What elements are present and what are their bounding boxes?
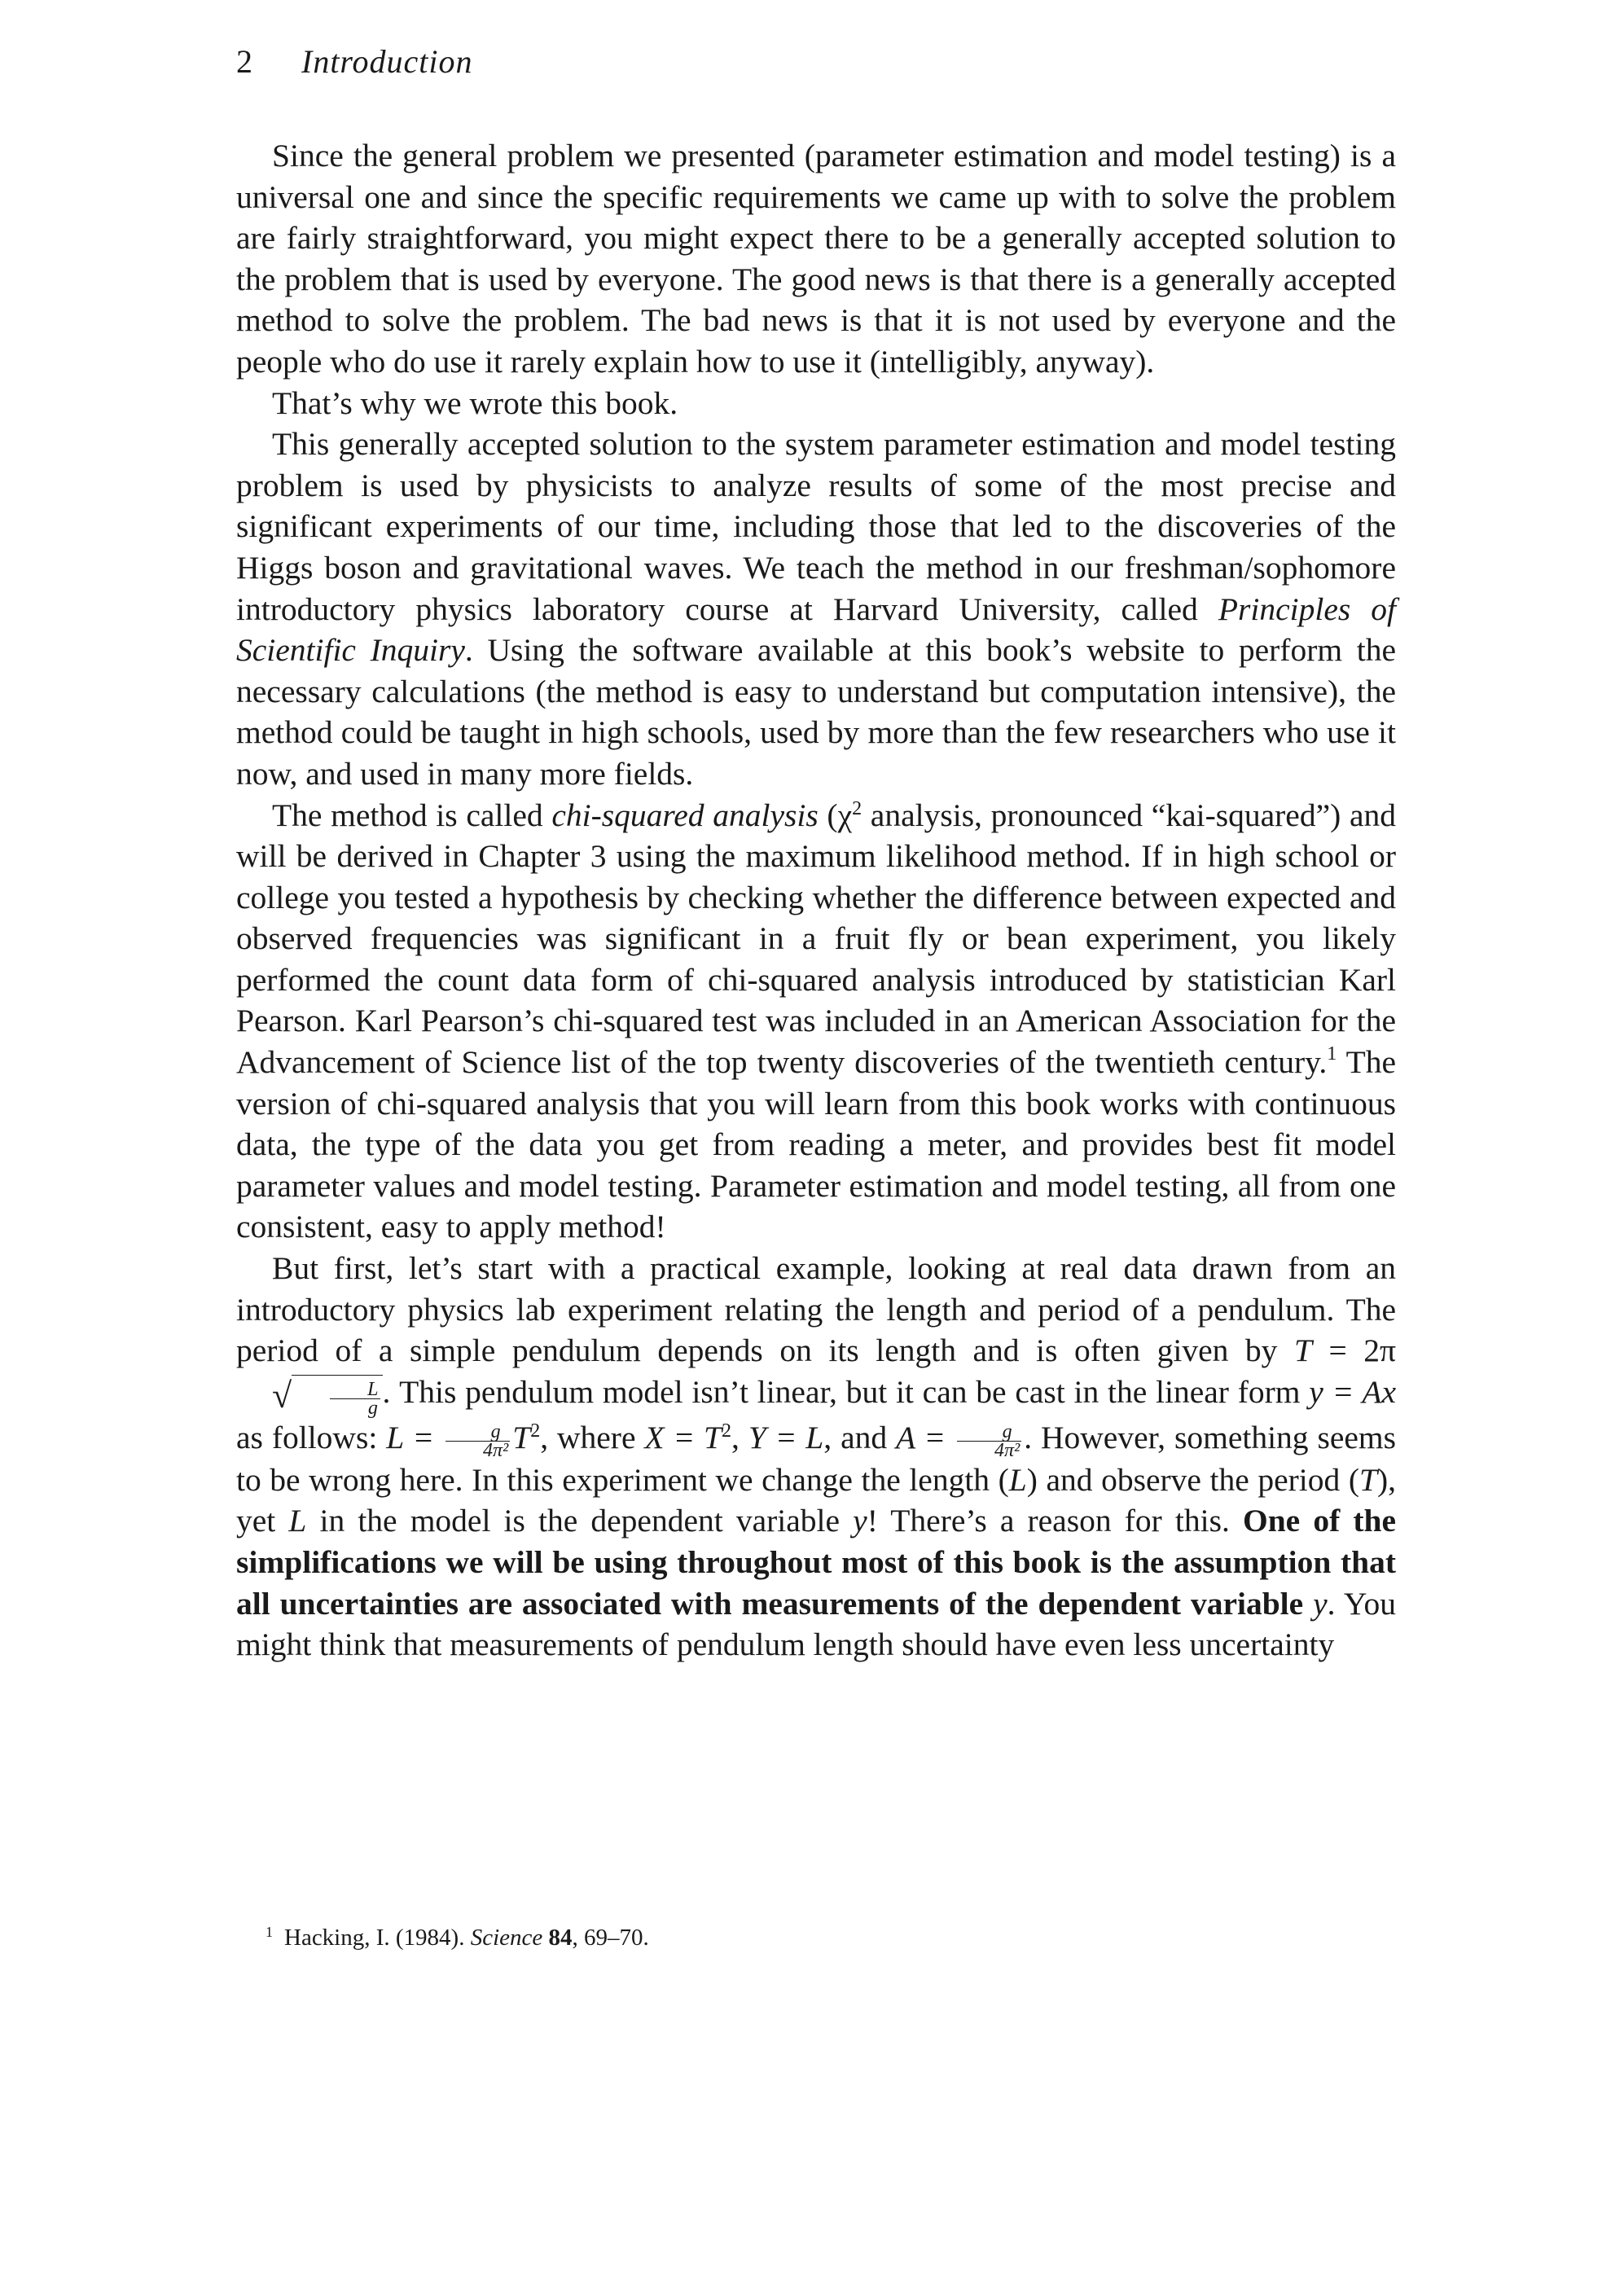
paragraph-5-text-a: But first, let’s start with a practical example, looking at real data drawn from an introductory physics lab experiment relating the length and period of a pendulum. The period of a simple pendulum depends on its length and is often given by	[236, 1250, 1396, 1369]
term-chi-squared: chi-squared analysis	[551, 797, 819, 833]
math-T-var: T	[1358, 1461, 1377, 1498]
paragraph-5: But first, let’s start with a practical example, looking at real data drawn from an introductory physics lab experiment relating the length and period of a pendulum. The period of a simple pendulum depends on its length and is often given by T = 2π√ $\frac{L}{g}$ . This pendulum model isn’t linear, but it can be cast in the linear form y = Ax as follows: L = $\frac{g}{\text{4π²}}$ $T^2$, where $X = T^2$, Y = L, and A = $\frac{g}{\text{4π²}}$ . However, something seems to be wrong here. In this experiment we change the length (L) and observe the period (T), yet L in the model is the dependent variable y! There’s a reason for this. One of the simplifications we will be using throughout most of this book is the assumption that all uncertainties are associated with measurements of the dependent variable y. You might think that measurements of pendulum length should have even less uncertainty	[236, 1250, 1397, 1663]
paragraph-3-text-b: . Using the software available at this book’s website to perform the necessary calculations (the method is easy to understand but computation intensive), the method could be taught in high schools, used by more than the few researchers who use it now, and used in many more fields.	[236, 632, 1396, 792]
chi-exponent: 2	[852, 797, 862, 819]
paragraph-5-text-f: . However, something seems to be wrong here. In this experiment we change the length (	[236, 1420, 1397, 1498]
math-X-equals: X = T	[644, 1420, 722, 1456]
footnote-journal: Science	[470, 1925, 543, 1951]
paragraph-2: That’s why we wrote this book.	[272, 384, 678, 421]
footnote-text-a: Hacking, I. (1984).	[284, 1925, 471, 1951]
body-text	[236, 135, 1396, 1666]
footnote-reference[interactable]: 1	[1327, 1043, 1337, 1065]
paragraph-5-text-e: , and	[823, 1420, 897, 1456]
paragraph-4-text-c: The version of chi-squared analysis that you will learn from this book works with continuous data, the type of the data you get from reading a meter, and provides best fit model parameter values and model testing. Parameter estimation and model testing, all from one consistent, easy to apply method!	[236, 1044, 1396, 1245]
paragraph-5-text-c: as follows:	[236, 1420, 387, 1456]
paragraph-4-text-a: The method is called	[272, 797, 552, 833]
math-L-var-b: L	[288, 1503, 307, 1539]
footnote-mark: 1	[266, 1924, 273, 1940]
footnote	[266, 1916, 1389, 1954]
fraction-g-over-4pi2-b	[957, 1420, 1021, 1461]
running-head	[236, 39, 473, 85]
math-Y-equals: Y = L	[748, 1420, 824, 1456]
paragraph-1: Since the general problem we presented (parameter estimation and model testing) is a universal one and since the specific requirements we came up with to solve the problem are fairly straightforward, you might expect there to be a generally accepted solution to the problem that is used by everyone. The good news is that there is a generally accepted method to solve the problem. The bad news is that it is not used by everyone and the people who do use it rarely explain how to use it (intelligibly, anyway).	[236, 138, 1396, 380]
footnote-volume: 84	[542, 1925, 573, 1951]
paragraph-4-text-b: analysis, pronounced “kai-squared”) and will be derived in Chapter 3 using the maximum likelihood method. If in high school or college you tested a hypothesis by checking whether the difference between expected and observed frequencies was significant in a fruit fly or bean experiment, you likely performed the count data form of chi-squared analysis introduced by statistician Karl Pearson. Karl Pearson’s chi-squared test was included in an American Association for the Advancement of Science list of the top twenty discoveries of the twentieth century.	[236, 797, 1396, 1081]
math-L-var: L	[1008, 1461, 1027, 1498]
chi-symbol: (χ	[827, 797, 853, 833]
math-y-var: y	[853, 1503, 867, 1539]
math-A-equals: A =	[896, 1420, 955, 1456]
frac-den-4pi2: 4π²	[483, 1439, 509, 1461]
exponent-2: 2	[530, 1420, 541, 1442]
math-y: y	[1309, 1373, 1323, 1410]
fraction-L-over-g	[330, 1379, 380, 1420]
math-y-var-b: y	[1313, 1585, 1328, 1622]
fraction-g-over-4pi2	[446, 1420, 510, 1461]
page-number: 2	[236, 43, 252, 80]
math-T2: T	[512, 1420, 531, 1456]
paragraph-5-text-d: , where	[540, 1420, 645, 1456]
math-equals-2pi: = 2π	[1311, 1332, 1396, 1369]
paragraph-3-text-a: This generally accepted solution to the system parameter estimation and model testing problem is used by physicists to analyze results of some of the most precise and significant experiments of our time, including those that led to the discoveries of the Higgs boson and gravitational waves. We teach the method in our freshman/sophomore introductory physics laboratory course at Harvard University, called	[236, 426, 1396, 627]
radical-sign: √	[272, 1376, 292, 1416]
paragraph-4	[236, 795, 1396, 1249]
frac-den-4pi2-b: 4π²	[994, 1439, 1020, 1461]
bold-simplification: One of the simplifications we will be using throughout most of this book is the assumption that all uncertainties are associated with measurements of the dependent variable	[236, 1503, 1396, 1622]
paragraph-5-text-k: . You might think that measurements of pendulum length should have even less uncertainty	[236, 1585, 1396, 1663]
math-L-equals: L =	[386, 1420, 443, 1456]
paragraph-3	[236, 424, 1396, 794]
footnote-text-b: , 69–70.	[572, 1925, 649, 1951]
frac-num-g: g	[446, 1423, 510, 1442]
sqrt-L-over-g	[236, 1372, 383, 1420]
paragraph-5-text-b: . This pendulum model isn’t linear, but it can be cast in the linear form	[382, 1373, 1310, 1410]
course-title: Principles of Scientific Inquiry	[236, 590, 1396, 669]
paragraph-5-text-g: ) and observe the period (	[1026, 1461, 1359, 1498]
frac-num-g-b: g	[957, 1423, 1021, 1442]
paragraph-5-text-i: in the model is the dependent variable	[306, 1503, 854, 1539]
paragraph-5-text-h: ), yet	[236, 1461, 1396, 1539]
frac-den-g: g	[367, 1398, 378, 1420]
section-title: Introduction	[301, 43, 473, 80]
math-T: T	[1293, 1332, 1312, 1369]
exponent-2b: 2	[722, 1420, 732, 1442]
math-Ax: = Ax	[1323, 1373, 1396, 1410]
paragraph-5-text-j: ! There’s a reason for this.	[867, 1503, 1243, 1539]
frac-num-L: L	[330, 1381, 380, 1399]
